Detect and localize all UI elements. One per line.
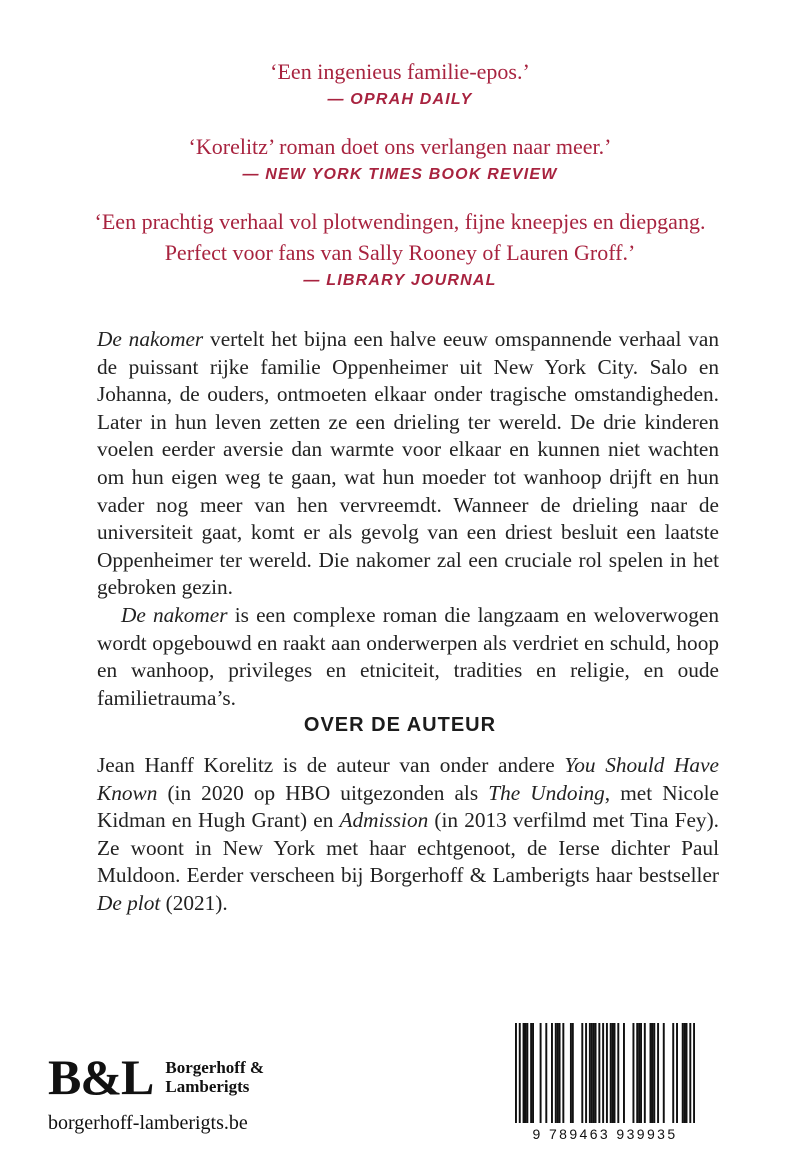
book-title: Admission xyxy=(339,808,429,833)
summary-paragraph-1 xyxy=(97,326,719,602)
quote-3 xyxy=(0,206,800,294)
barcode-bar xyxy=(676,1023,678,1123)
publisher-mark: B&L xyxy=(48,1049,154,1105)
bio-text: (2021). xyxy=(160,890,228,915)
author-heading: OVER DE AUTEUR xyxy=(303,714,497,736)
barcode-bar xyxy=(636,1023,638,1123)
barcode-bar xyxy=(693,1023,695,1123)
barcode-bar xyxy=(606,1023,608,1123)
barcode-bar xyxy=(540,1023,542,1123)
barcode-bar xyxy=(602,1023,604,1123)
barcode-bar xyxy=(570,1023,572,1123)
barcode-bar xyxy=(585,1023,587,1123)
barcode-bar xyxy=(623,1023,625,1123)
book-title: You Should Have Known xyxy=(97,753,719,805)
barcode-bar xyxy=(530,1023,532,1123)
barcode-bar xyxy=(614,1023,616,1123)
book-title: The Undoing xyxy=(488,780,605,805)
quote-source: — OPRAH DAILY xyxy=(327,91,473,108)
barcode-bar xyxy=(689,1023,691,1123)
publisher-name xyxy=(165,1058,285,1096)
quote-text: ‘Korelitz’ roman doet ons verlangen naar meer.’ xyxy=(188,134,612,159)
isbn-number: 9 789463 939935 xyxy=(532,1126,678,1142)
barcode-bar xyxy=(555,1023,557,1123)
quote-text: ‘Een prachtig verhaal vol plotwendingen, fijne kneepjes en diepgang. Perfect voor fans van Sally Rooney of Lauren Groff.’ xyxy=(94,209,706,265)
barcode-bar xyxy=(581,1023,583,1123)
barcode-bar xyxy=(612,1023,614,1123)
barcode-bar xyxy=(551,1023,553,1123)
publisher-logo xyxy=(48,1049,285,1105)
book-title: De nakomer xyxy=(97,327,204,351)
barcode-bar xyxy=(640,1023,642,1123)
barcode-bar xyxy=(682,1023,684,1123)
publisher-name-line: Lamberigts xyxy=(165,1077,250,1096)
barcode-bars xyxy=(515,1023,695,1123)
barcode-bar xyxy=(524,1023,526,1123)
barcode-bar xyxy=(515,1023,517,1123)
quote-source: — NEW YORK TIMES BOOK REVIEW xyxy=(242,166,558,183)
barcode-bar xyxy=(651,1023,653,1123)
quote-text: ‘Een ingenieus familie-epos.’ xyxy=(270,59,530,84)
book-title: De nakomer xyxy=(121,602,228,627)
barcode-bar xyxy=(593,1023,595,1123)
barcode-bar xyxy=(572,1023,574,1123)
book-summary xyxy=(97,326,719,712)
barcode-bar xyxy=(617,1023,619,1123)
quote-2 xyxy=(0,131,800,188)
barcode-bar xyxy=(559,1023,561,1123)
review-quotes xyxy=(0,56,800,312)
barcode-bar xyxy=(644,1023,646,1123)
barcode-bar xyxy=(532,1023,534,1123)
bio-text: (in 2013 verfilmd met Tina Fey). Ze woont in New York met haar echtgenoot, de Ierse dichter Paul Muldoon. Eerder verscheen bij Borgerhoff & Lamberigts haar bestseller xyxy=(97,808,719,888)
barcode-bar xyxy=(598,1023,600,1123)
summary-text: vertelt het bijna een halve eeuw omspannende verhaal van de puissant rijke familie Oppenheimer uit New York City. Salo en Johanna, de ouders, ontmoeten elkaar onder tragische omstandigheden. Later in hun leven zetten ze een drieling ter wereld. De drie kinderen voelen eerder aversie dan warmte voor elkaar en kunnen niet wachten om hun eigen weg te gaan, wat hun moeder tot wanhoop drijft en hun vader nog meer van hen vervreemdt. Wanneer de drieling naar de universiteit gaat, komt er als gevolg van een driest besluit een laatste Oppenheimer ter wereld. Die nakomer zal een cruciale rol spelen in het gebroken gezin. xyxy=(97,327,719,600)
barcode-bar xyxy=(650,1023,652,1123)
author-bio xyxy=(97,752,719,918)
publisher-url: borgerhoff-lamberigts.be xyxy=(48,1112,248,1134)
barcode-bar xyxy=(663,1023,665,1123)
barcode-bar xyxy=(653,1023,655,1123)
summary-paragraph-2 xyxy=(97,602,719,712)
barcode-bar xyxy=(589,1023,591,1123)
barcode-bar xyxy=(657,1023,659,1123)
barcode-bar xyxy=(684,1023,686,1123)
barcode-bar xyxy=(526,1023,528,1123)
publisher-name-line: Borgerhoff & xyxy=(165,1058,265,1077)
book-title: De plot xyxy=(97,890,161,915)
barcode-bar xyxy=(562,1023,564,1123)
barcode-bar xyxy=(632,1023,634,1123)
barcode-bar xyxy=(591,1023,593,1123)
publisher-block xyxy=(48,1049,285,1135)
bio-text: (in 2020 op HBO uitgezonden als xyxy=(157,780,489,805)
barcode-bar xyxy=(523,1023,525,1123)
barcode-bar xyxy=(557,1023,559,1123)
summary-text: is een complexe roman die langzaam en weloverwogen wordt opgebouwd en raakt aan onderwerpen als verdriet en schuld, hoop en wanhoop, privileges en etniciteit, tradities en religie, en oude familietrauma’s. xyxy=(97,602,719,710)
barcode-bar xyxy=(672,1023,674,1123)
barcode-bar xyxy=(595,1023,597,1123)
barcode-bar xyxy=(519,1023,521,1123)
bio-text: Jean Hanff Korelitz is de auteur van onder andere xyxy=(97,753,565,777)
barcode-bar xyxy=(610,1023,612,1123)
barcode-bar xyxy=(545,1023,547,1123)
bio-text: , met Nicole Kidman en Hugh Grant) en xyxy=(97,780,719,833)
barcode-bar xyxy=(638,1023,640,1123)
barcode-bar xyxy=(686,1023,688,1123)
quote-source: — LIBRARY JOURNAL xyxy=(303,272,497,289)
quote-1 xyxy=(0,56,800,113)
